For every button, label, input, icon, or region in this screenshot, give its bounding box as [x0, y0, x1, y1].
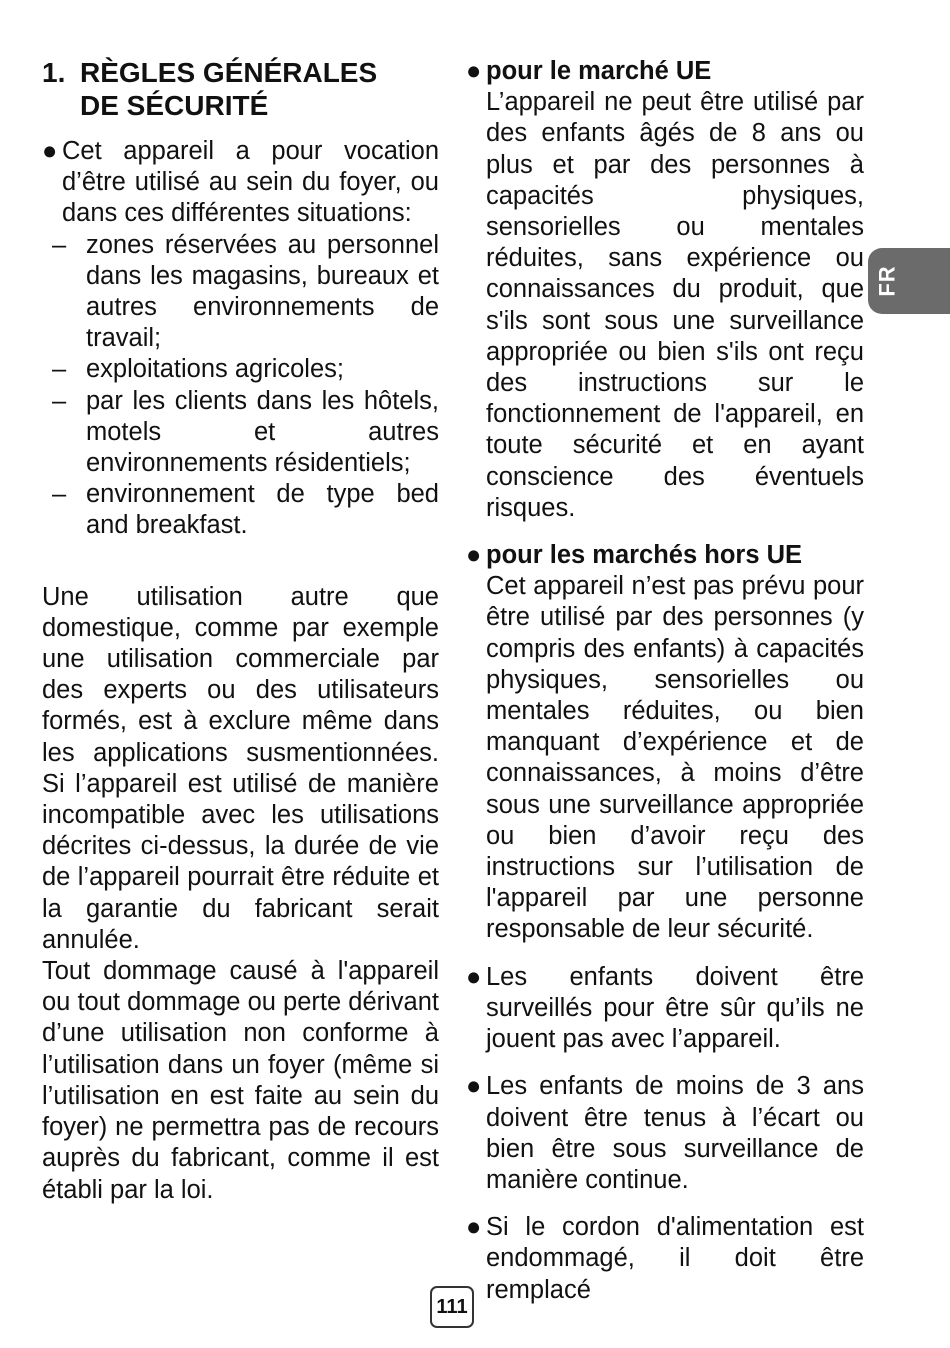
bullet-icon: ● [466, 57, 482, 85]
list-item: – environnement de type bed and breakfast. [86, 479, 439, 541]
non-eu-market-bullet [466, 540, 864, 946]
section-number: 1. [42, 57, 66, 88]
children-bullet: ● Les enfants doivent être surveillés pour être sûr qu’ils ne jouent pas avec l’appareil. [466, 962, 864, 1054]
section-title: RÈGLES GÉNÉRALES DE SÉCURITÉ [80, 57, 378, 121]
power-cord-bullet: ● Si le cordon d'alimentation est endommagé, il doit être remplacé [466, 1213, 864, 1304]
paragraph-damage: Tout dommage causé à l'appareil ou tout dommage ou perte dérivant d’une utilisation non conforme à l’utilisation dans un foyer (même si l’utilisation en est faite au sein du foyer) ne permettra pas de recours auprès du fabricant, comme il est établi par la loi. [42, 957, 439, 1204]
eu-title: pour le marché UE [486, 57, 712, 85]
under-3-bullet: ● Les enfants de moins de 3 ans doivent être tenus à l’écart ou bien être sous surveillance de manière continue. [466, 1072, 864, 1194]
bullet-icon: ● [466, 541, 482, 570]
eu-market-bullet [466, 56, 864, 524]
eu-text: L’appareil ne peut être utilisé par des enfants âgés de 8 ans ou plus et par des personnes à capacités physiques, sensorielles ou mentales réduites, sans expérience ou connaissances du produit, que s'ils sont sous une surveillance appropriée ou bien s'ils ont reçu des instructions sur le fonctionnement de l'appareil, en toute sécurité et en ayant conscience des éventuels risques. [486, 88, 864, 522]
list-item: – exploitations agricoles; [86, 354, 439, 385]
page-number: 111 [430, 1286, 474, 1328]
language-tab [868, 248, 950, 314]
bullet-icon: ● [466, 1213, 482, 1242]
paragraph-usage: Une utilisation autre que domestique, comme par exemple une utilisation commerciale par des experts ou des utilisateurs formés, est à exclure même dans les applications susmentionnées. Si l’appareil est utilisé de manière incompatible avec les utilisations décrites ci-dessus, la durée de vie de l’appareil pourrait être réduite et la garantie du fabricant serait annulée. [42, 582, 439, 954]
usage-list [42, 230, 439, 542]
list-item: – par les clients dans les hôtels, motels et autres environnements résidentiels; [86, 386, 439, 480]
non-eu-title: pour les marchés hors UE [486, 541, 803, 570]
section-heading [42, 56, 439, 122]
language-tab-label: FR [874, 265, 900, 297]
intro-bullet: ● Cet appareil a pour vocation d’être utilisé au sein du foyer, ou dans ces différentes situations: [42, 137, 439, 228]
right-column [466, 56, 864, 1306]
left-column [42, 56, 439, 1206]
bullet-icon: ● [42, 137, 58, 165]
bullet-icon: ● [466, 962, 482, 991]
bullet-icon: ● [466, 1072, 482, 1101]
non-eu-text: Cet appareil n’est pas prévu pour être utilisé par des personnes (y compris des enfants) à capacités physiques, sensorielles ou mentales réduites, ou bien manquant d’expérience et de connaissances, à moins d’être sous une surveillance appropriée ou bien d’avoir reçu des instructions sur l’utilisation de l'appareil par une personne responsable de leur sécurité. [486, 572, 864, 944]
list-item: – zones réservées au personnel dans les magasins, bureaux et autres environnements de travail; [86, 230, 439, 355]
